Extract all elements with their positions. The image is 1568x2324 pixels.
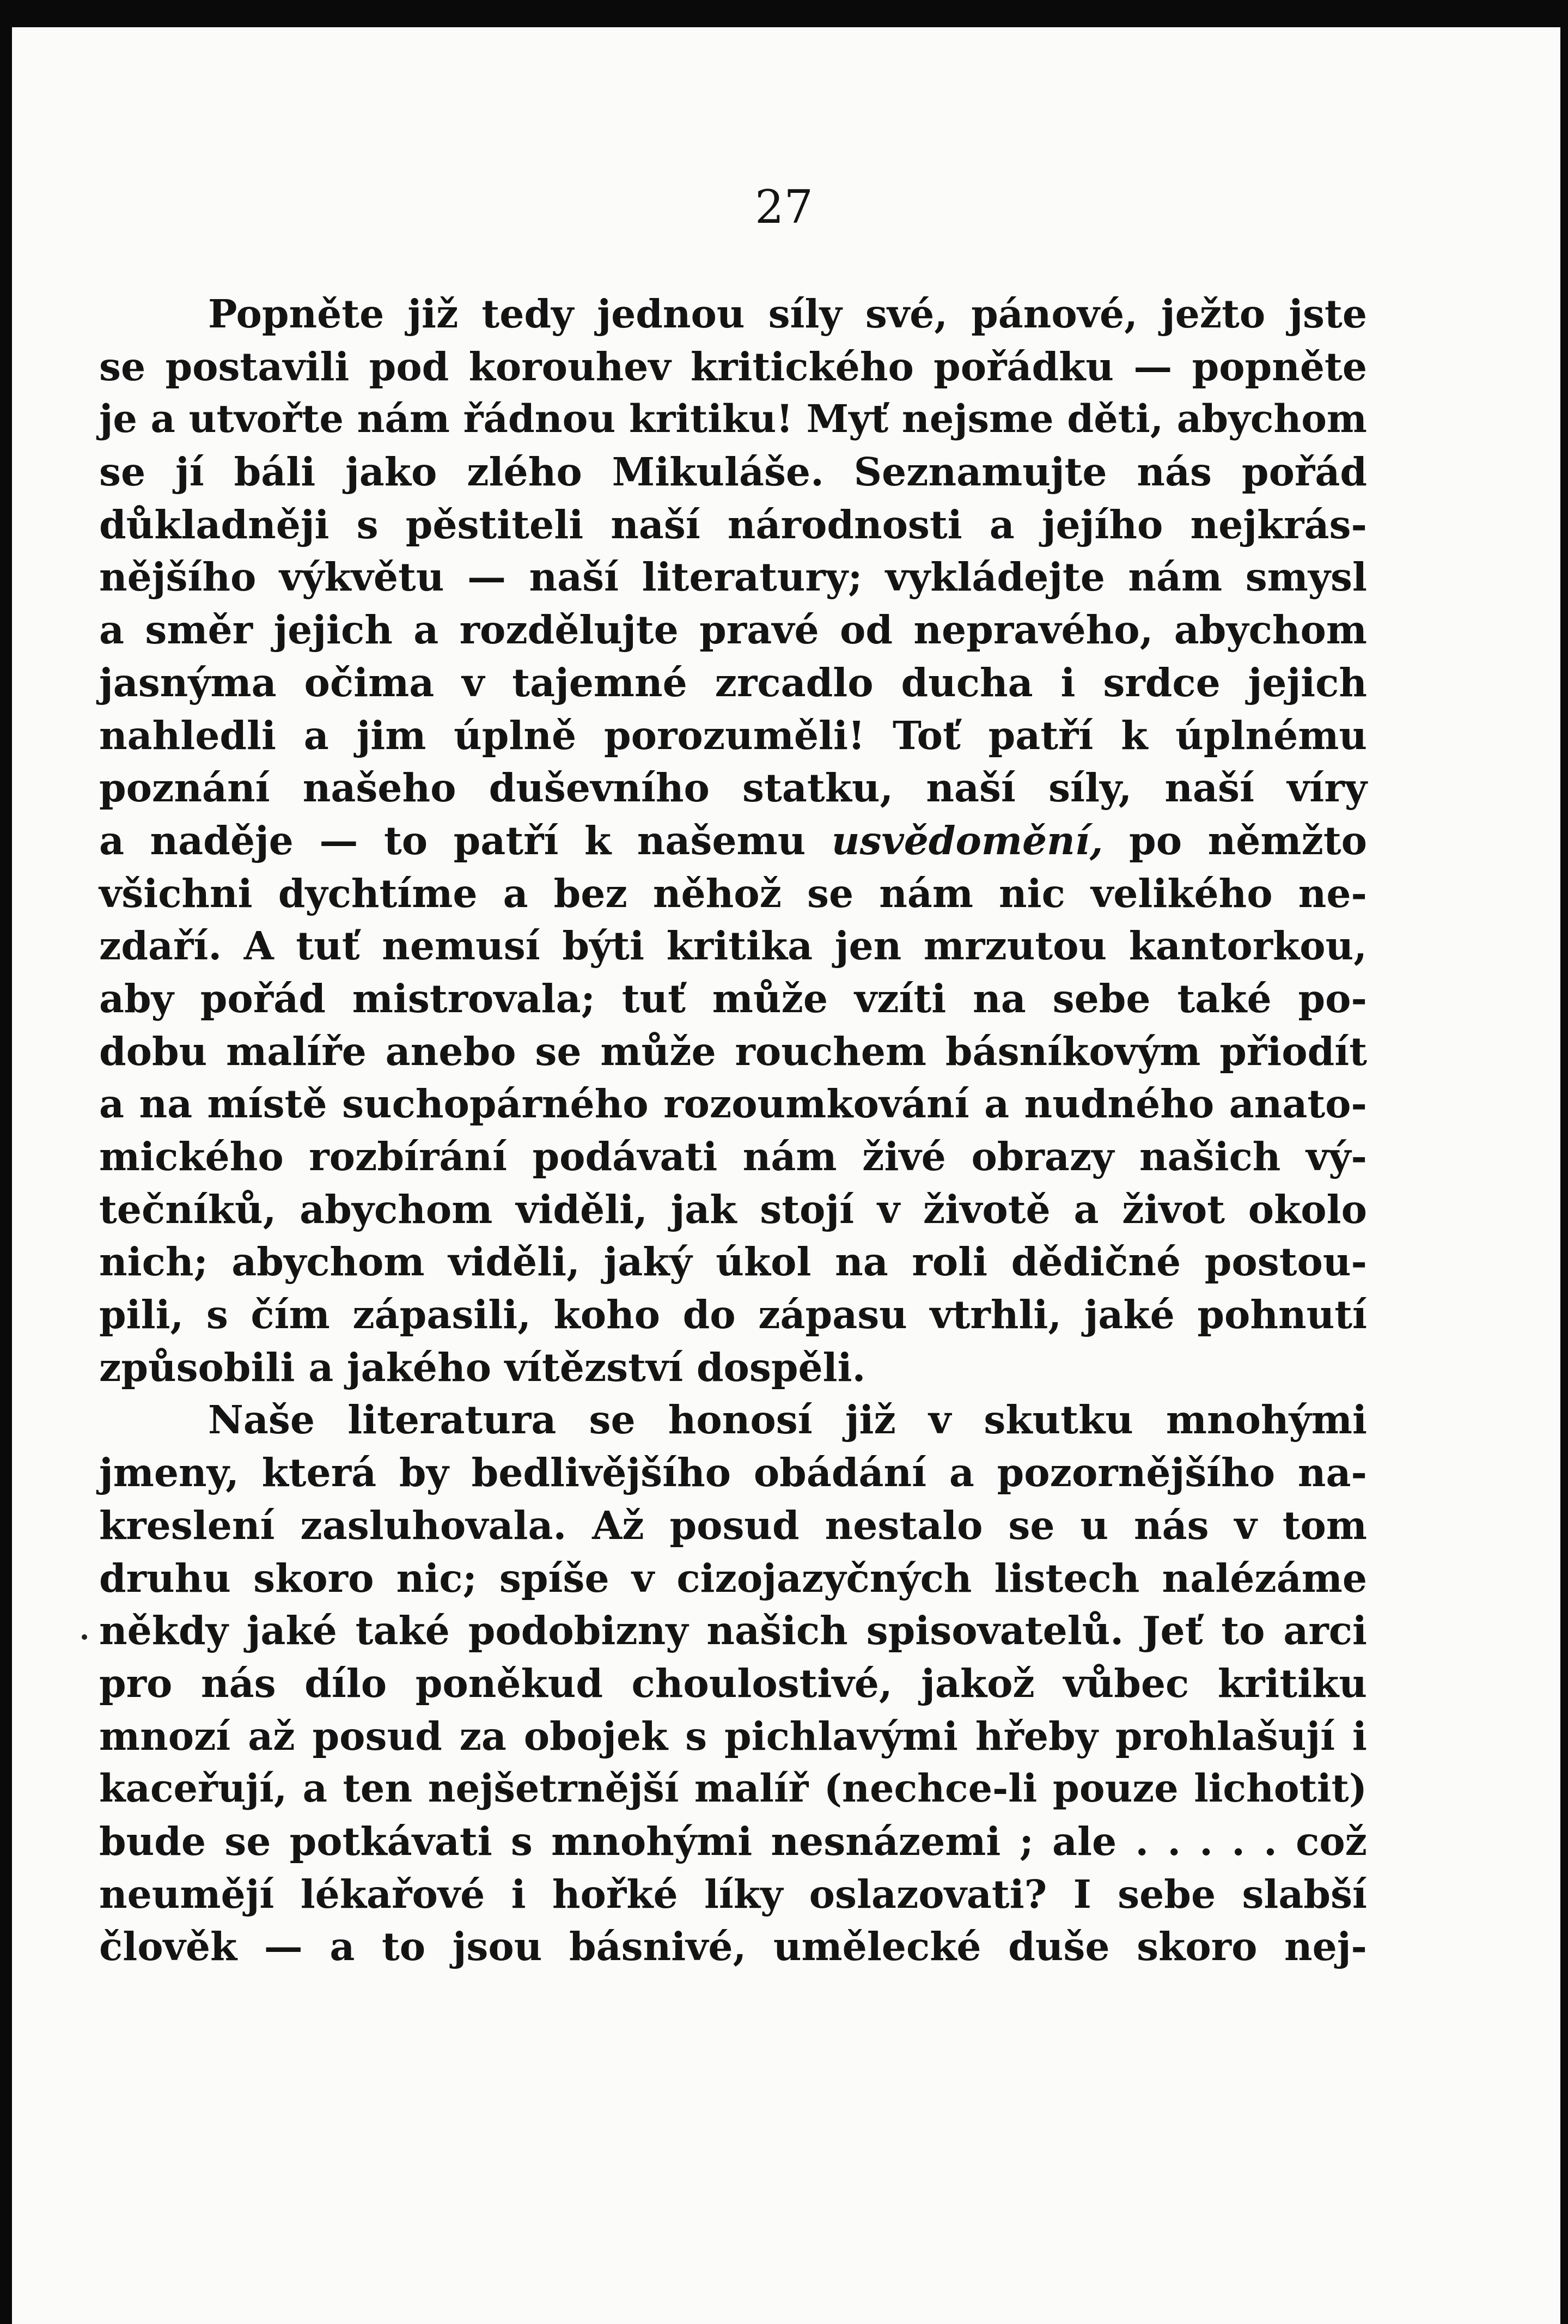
text-line: se postavili pod korouhev kritického pořádku — popněte: [99, 343, 1367, 390]
body-text: [99, 288, 1367, 1973]
text-line: jasnýma očima v tajemné zrcadlo ducha i srdce jejich: [99, 659, 1367, 705]
scan-border-right: [1560, 0, 1568, 2324]
text-line: poznání našeho duševního statku, naší síly, naší víry: [99, 765, 1367, 811]
text-line: nahledli a jim úplně porozuměli! Toť patří k úplnému: [99, 712, 1367, 758]
page-number: 27: [755, 180, 813, 234]
emphasis: usvědomění,: [831, 817, 1103, 863]
text-line: druhu skoro nic; spíše v cizojazyčných listech nalézáme: [99, 1555, 1367, 1601]
text-line: kreslení zasluhovala. Až posud nestalo se u nás v tom: [99, 1502, 1367, 1548]
text-line: zdaří. A tuť nemusí býti kritika jen mrzutou kantorkou,: [99, 923, 1367, 969]
text-line: všichni dychtíme a bez něhož se nám nic velikého ne-: [99, 870, 1367, 916]
scan-border-left: [0, 0, 12, 2324]
text-line: člověk — a to jsou básnivé, umělecké duše skoro nej-: [99, 1924, 1367, 1970]
text-line: nějšího výkvětu — naší literatury; vykládejte nám smysl: [99, 554, 1367, 600]
text-line: se jí báli jako zlého Mikuláše. Seznamujte nás pořád: [99, 449, 1367, 495]
text-line: a na místě suchopárného rozoumkování a nudného anato-: [99, 1081, 1367, 1127]
text-line: Popněte již tedy jednou síly své, pánové, ježto jste: [208, 291, 1367, 337]
text-line: mického rozbírání podávati nám živé obrazy našich vý-: [99, 1134, 1367, 1179]
text-line: a naděje — to patří k našemu usvědomění, po němžto: [99, 817, 1367, 863]
text-line: někdy jaké také podobizny našich spisovatelů. Jeť to arci: [99, 1608, 1367, 1654]
text-line: mnozí až posud za obojek s pichlavými hřeby prohlašují i: [99, 1713, 1367, 1759]
margin-mark: [82, 1634, 87, 1640]
text-line: bude se potkávati s mnohými nesnázemi ; ale . . . . . což: [99, 1818, 1367, 1864]
text-line: důkladněji s pěstiteli naší národnosti a jejího nejkrás-: [99, 501, 1367, 547]
text-line: jmeny, která by bedlivějšího obádání a pozornějšího na-: [99, 1450, 1367, 1496]
text-line: je a utvořte nám řádnou kritiku! Myť nejsme děti, abychom: [99, 396, 1367, 442]
text-line: aby pořád mistrovala; tuť může vzíti na sebe také po-: [99, 975, 1367, 1021]
scan-border-top: [0, 0, 1568, 27]
text-line: tečníků, abychom viděli, jak stojí v životě a život okolo: [99, 1186, 1367, 1232]
text-line: a směr jejich a rozdělujte pravé od nepravého, abychom: [99, 607, 1367, 653]
text-line: dobu malíře anebo se může rouchem básníkovým přiodít: [99, 1028, 1367, 1074]
text-line: pili, s čím zápasili, koho do zápasu vtrhli, jaké pohnutí: [99, 1292, 1367, 1338]
text-line: způsobili a jakého vítězství dospěli.: [99, 1344, 866, 1390]
text-line: pro nás dílo poněkud choulostivé, jakož vůbec kritiku: [99, 1660, 1367, 1706]
text-line: kaceřují, a ten nejšetrnější malíř (nechce-li pouze lichotit): [99, 1766, 1367, 1811]
text-line: Naše literatura se honosí již v skutku mnohými: [208, 1397, 1367, 1443]
text-line: neumějí lékařové i hořké líky oslazovati? I sebe slabší: [99, 1871, 1367, 1917]
text-line: nich; abychom viděli, jaký úkol na roli dědičné postou-: [99, 1239, 1367, 1285]
